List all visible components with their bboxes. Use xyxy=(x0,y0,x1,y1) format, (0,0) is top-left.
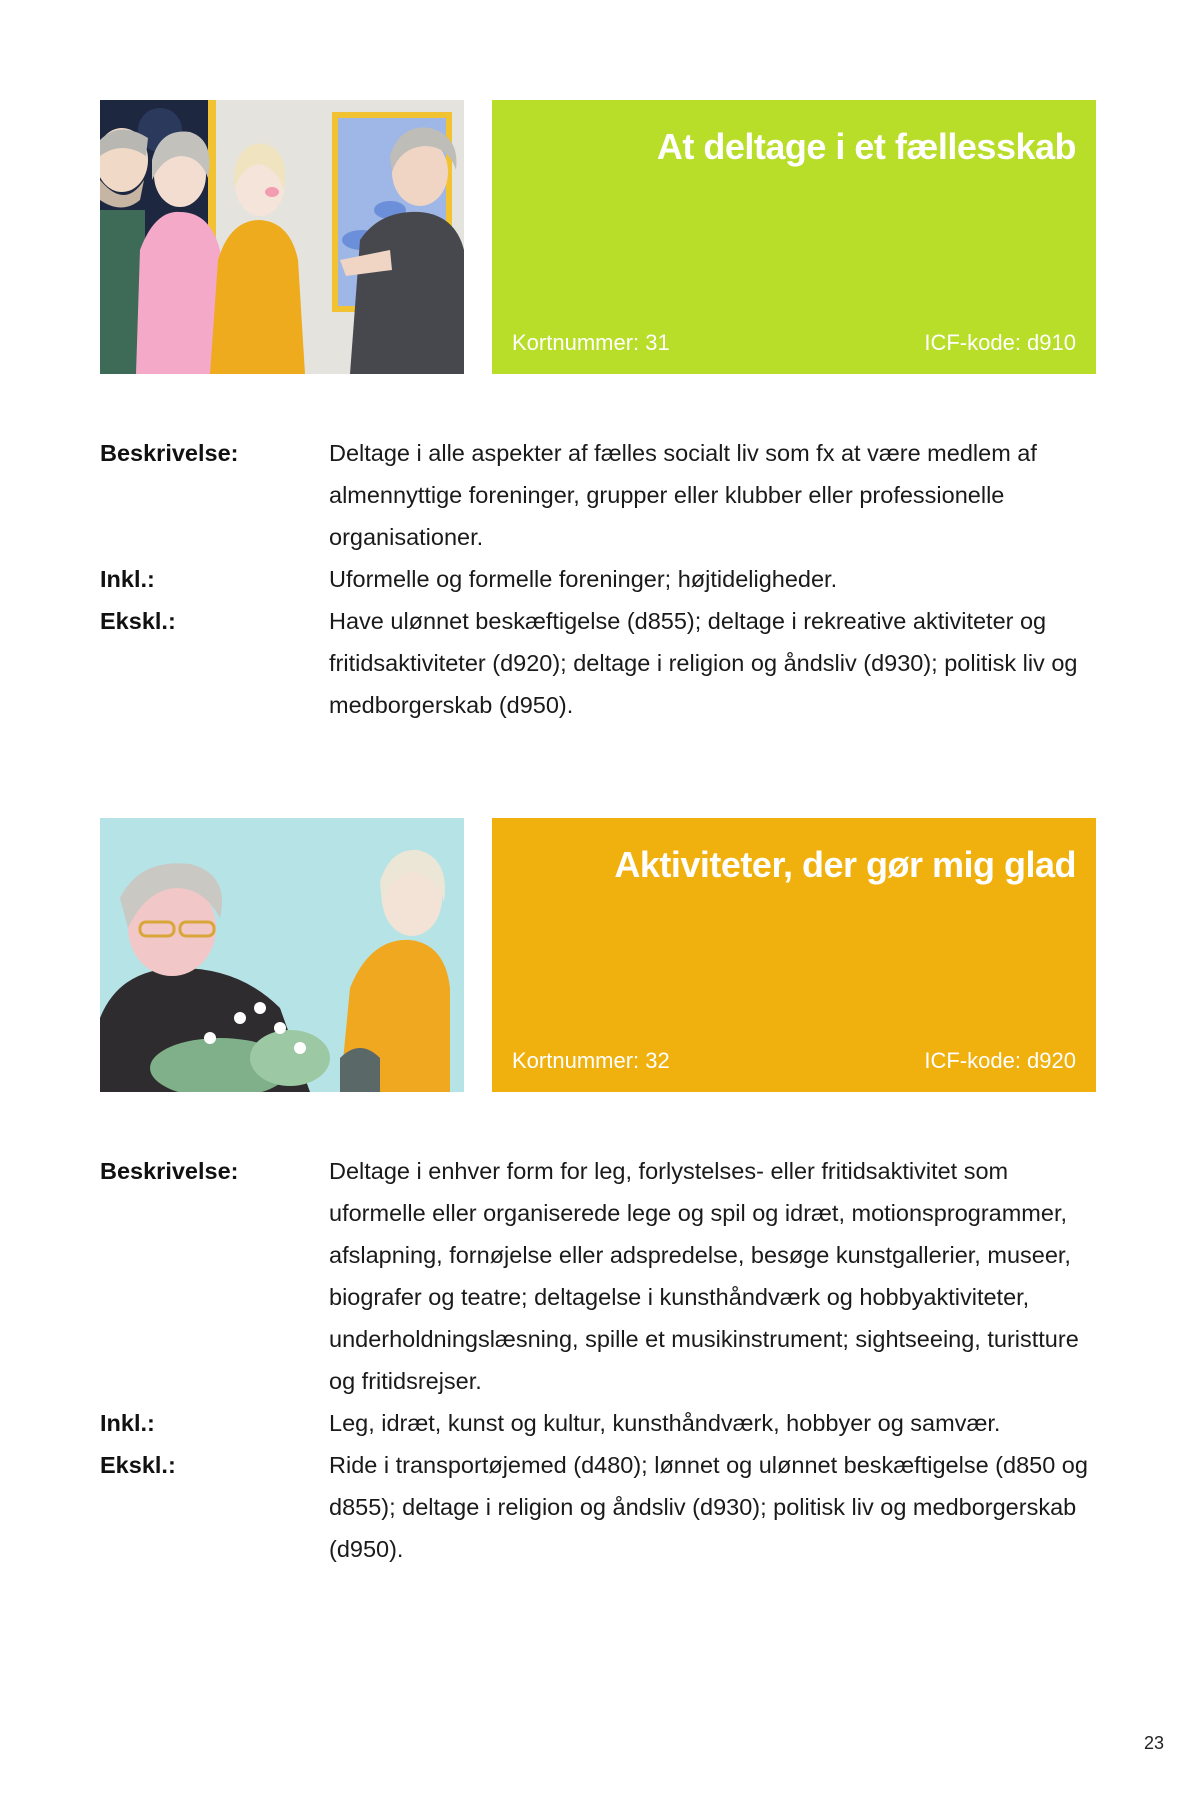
description-text: Deltage i enhver form for leg, forlystelses- eller fritidsaktivitet som uformelle eller organiserede lege og spil og idræt, motionsprogrammer, afslapning, fornøjelse eller adspredelse, besøge kunstgallerier, museer, biografer og teatre; deltagelse i kunsthåndværk og hobbyaktiviteter, underholdningslæsning, spille et musikinstrument; sightseeing, turistture og fritidsrejser. xyxy=(329,1158,1079,1394)
inclusions-text: Uformelle og formelle foreninger; højtideligheder. xyxy=(329,566,838,592)
icf-code: ICF-kode: d910 xyxy=(924,330,1076,355)
icf-code: ICF-kode: d920 xyxy=(924,1048,1076,1073)
exclusions-label: Ekskl.: xyxy=(100,1452,176,1478)
exclusions-text: Have ulønnet beskæftigelse (d855); deltage i rekreative aktiviteter og fritidsaktiviteter (d920); deltage i religion og åndsliv (d930); politisk liv og medborgerskab (d950). xyxy=(329,608,1078,718)
inclusions-label: Inkl.: xyxy=(100,566,155,592)
description-label: Beskrivelse: xyxy=(100,440,239,466)
card-title-box xyxy=(492,100,1096,374)
card-title-box xyxy=(492,818,1096,1092)
card-title: At deltage i et fællesskab xyxy=(656,126,1076,167)
card-description xyxy=(100,432,1096,726)
card-number: Kortnummer: 31 xyxy=(512,330,670,355)
inclusions-text: Leg, idræt, kunst og kultur, kunsthåndværk, hobbyer og samvær. xyxy=(329,1410,1001,1436)
exclusions-label: Ekskl.: xyxy=(100,608,176,634)
inclusions-label: Inkl.: xyxy=(100,1410,155,1436)
description-text: Deltage i alle aspekter af fælles socialt liv som fx at være medlem af almennyttige foreninger, grupper eller klubber eller professionelle organisationer. xyxy=(329,440,1037,550)
card-31 xyxy=(100,100,1096,726)
card-number: Kortnummer: 32 xyxy=(512,1048,670,1073)
card-header xyxy=(100,818,1096,1092)
card-description xyxy=(100,1150,1096,1570)
description-label: Beskrivelse: xyxy=(100,1158,239,1184)
card-header xyxy=(100,100,1096,374)
exclusions-text: Ride i transportøjemed (d480); lønnet og ulønnet beskæftigelse (d850 og d855); deltage i religion og åndsliv (d930); politisk liv og medborgerskab (d950). xyxy=(329,1452,1088,1562)
people-gardening-illustration xyxy=(100,818,464,1092)
card-title: Aktiviteter, der gør mig glad xyxy=(614,844,1076,885)
page-number: 23 xyxy=(1143,1733,1164,1753)
card-32 xyxy=(100,818,1096,1570)
people-at-art-exhibition-illustration xyxy=(100,100,464,374)
